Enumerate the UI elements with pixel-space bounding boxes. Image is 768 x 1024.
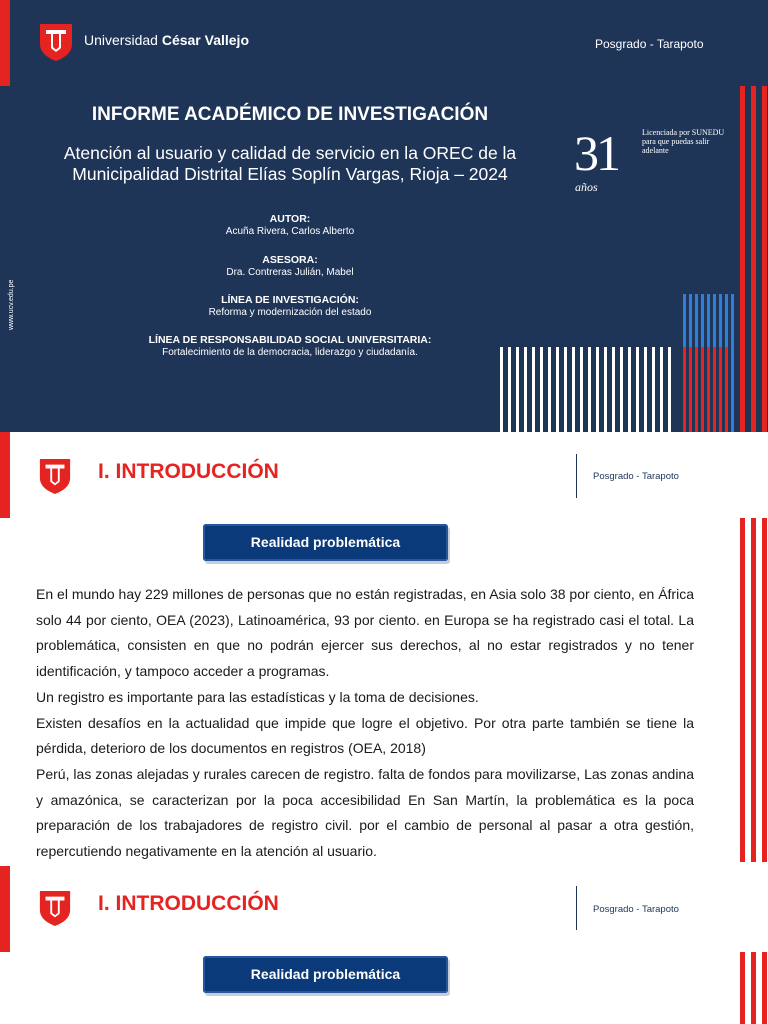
advisor-name: Dra. Contreras Julián, Mabel — [226, 267, 354, 278]
introduction-slide-continued — [0, 866, 768, 1024]
cover-slide — [0, 0, 768, 432]
sunedu-license-text: Licenciada por SUNEDU para que puedas salir adelante — [642, 128, 725, 155]
body-paragraph: En el mundo hay 229 millones de personas que no están registradas, en Asia solo 38 por ciento, en África solo 44 por ciento, OEA (2023), Latinoamérica, 93 por ciento. en Europa se ha registrado casi el total. La problemática, consisten en que no podrán ejercer sus derechos, al no estar registrados y no tener identificación, y tampoco acceder a programas. — [36, 586, 694, 680]
research-line-label: LÍNEA DE INVESTIGACIÓN: — [221, 294, 359, 306]
university-name-light: Universidad — [84, 32, 158, 48]
cover-campus-label: Posgrado - Tarapoto — [595, 37, 704, 51]
slide-title: I. INTRODUCCIÓN — [98, 892, 279, 915]
slide-decorative-stripes — [0, 866, 768, 1024]
section-heading: Realidad problemática — [250, 534, 401, 550]
thesis-title: Atención al usuario y calidad de servicio en la OREC de la Municipalidad Distrital Elías Soplín Vargas, Rioja – 2024 — [63, 143, 517, 184]
body-paragraph: Un registro es importante para las estadísticas y la toma de decisiones. — [36, 688, 479, 705]
author-label: AUTOR: — [269, 213, 311, 225]
university-name-bold: César Vallejo — [161, 32, 249, 48]
author-name: Acuña Rivera, Carlos Alberto — [225, 226, 355, 237]
report-title: INFORME ACADÉMICO DE INVESTIGACIÓN — [91, 104, 489, 125]
body-paragraph: Existen desafíos en la actualidad que impide que logre el objetivo. Por otra parte también se tiene la pérdida, deterioro de los documentos en registros (OEA, 2018) — [36, 714, 694, 757]
campus-label: Posgrado - Tarapoto — [593, 904, 679, 915]
introduction-slide — [0, 432, 768, 862]
rsu-label: LÍNEA DE RESPONSABILIDAD SOCIAL UNIVERSITARIA: — [148, 334, 432, 346]
anniversary-number: 31 — [574, 125, 618, 181]
slide-title: I. INTRODUCCIÓN — [98, 460, 279, 483]
research-line-value: Reforma y modernización del estado — [208, 307, 372, 318]
body-paragraph: Perú, las zonas alejadas y rurales carecen de registro. falta de fondos para movilizarse, Las zonas andina y amazónica, se caracterizan por la poca accesibilidad En San Martín, la problemática es la poca preparación de los trabajadores de registro civil. por el cambio de personal al pasar a otra gestión, repercutiendo negativamente en la atención al usuario. — [36, 765, 694, 860]
website-url: www.ucv.edu.pe — [8, 279, 15, 330]
section-heading: Realidad problemática — [250, 966, 401, 982]
anniversary-years: años — [575, 180, 598, 194]
rsu-value: Fortalecimiento de la democracia, liderazgo y ciudadanía. — [162, 347, 418, 358]
cover-decorative-stripes — [0, 0, 768, 432]
advisor-label: ASESORA: — [262, 254, 318, 266]
slide-decorative-stripes — [0, 432, 768, 862]
campus-label: Posgrado - Tarapoto — [593, 471, 679, 482]
